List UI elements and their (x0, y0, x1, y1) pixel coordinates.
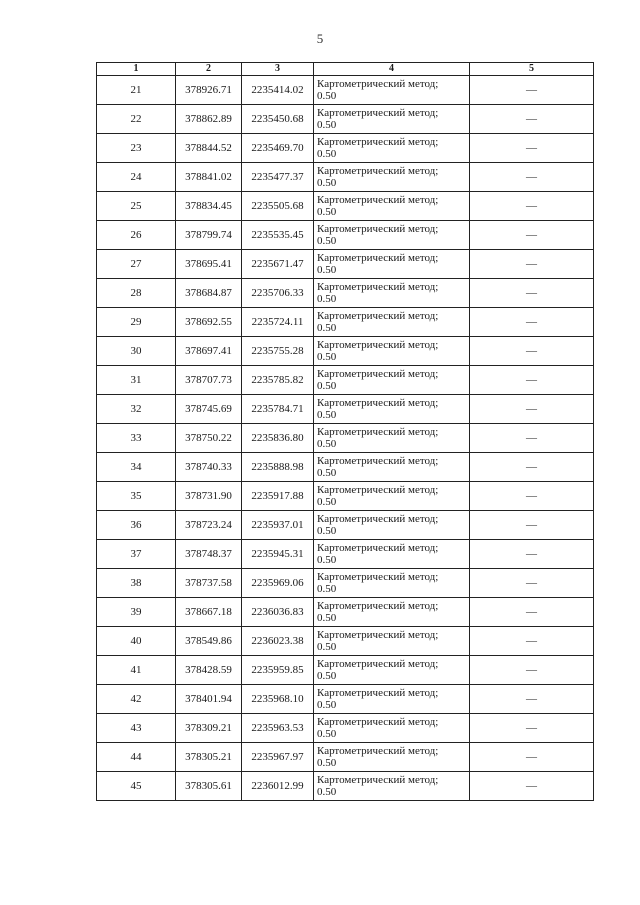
table-row (97, 221, 594, 250)
column-header-4: 4 (314, 63, 470, 76)
method-cell (314, 76, 470, 105)
method-text: Картометрический метод; (317, 194, 439, 206)
y-coordinate-cell: 2235937.01 (242, 511, 314, 540)
x-coordinate-cell: 378748.37 (176, 540, 242, 569)
note-cell: — (470, 627, 594, 656)
method-text: Картометрический метод; (317, 716, 439, 728)
method-text: Картометрический метод; (317, 339, 439, 351)
method-text: Картометрический метод; (317, 368, 439, 380)
method-text: Картометрический метод; (317, 165, 439, 177)
method-text: Картометрический метод; (317, 281, 439, 293)
y-coordinate-cell: 2235917.88 (242, 482, 314, 511)
method-cell (314, 395, 470, 424)
point-number-cell: 29 (97, 308, 176, 337)
note-cell: — (470, 772, 594, 801)
table-row (97, 279, 594, 308)
point-number-cell: 41 (97, 656, 176, 685)
table-row (97, 192, 594, 221)
y-coordinate-cell: 2235535.45 (242, 221, 314, 250)
method-text: Картометрический метод; (317, 455, 439, 467)
x-coordinate-cell: 378740.33 (176, 453, 242, 482)
point-number-cell: 22 (97, 105, 176, 134)
precision-text: 0.50 (317, 757, 337, 769)
precision-text: 0.50 (317, 206, 337, 218)
table-row (97, 76, 594, 105)
point-number-cell: 44 (97, 743, 176, 772)
y-coordinate-cell: 2235724.11 (242, 308, 314, 337)
method-text: Картометрический метод; (317, 745, 439, 757)
column-header-1: 1 (97, 63, 176, 76)
method-text: Картометрический метод; (317, 397, 439, 409)
precision-text: 0.50 (317, 554, 337, 566)
note-cell: — (470, 105, 594, 134)
table-row (97, 511, 594, 540)
precision-text: 0.50 (317, 525, 337, 537)
method-text: Картометрический метод; (317, 687, 439, 699)
note-cell: — (470, 511, 594, 540)
point-number-cell: 43 (97, 714, 176, 743)
x-coordinate-cell: 378695.41 (176, 250, 242, 279)
precision-text: 0.50 (317, 119, 337, 131)
note-cell: — (470, 163, 594, 192)
x-coordinate-cell: 378692.55 (176, 308, 242, 337)
method-cell (314, 134, 470, 163)
table-row (97, 627, 594, 656)
method-text: Картометрический метод; (317, 513, 439, 525)
note-cell: — (470, 453, 594, 482)
precision-text: 0.50 (317, 148, 337, 160)
point-number-cell: 33 (97, 424, 176, 453)
table-body (97, 76, 594, 801)
precision-text: 0.50 (317, 467, 337, 479)
note-cell: — (470, 337, 594, 366)
method-text: Картометрический метод; (317, 223, 439, 235)
note-cell: — (470, 308, 594, 337)
y-coordinate-cell: 2235888.98 (242, 453, 314, 482)
table-row (97, 685, 594, 714)
y-coordinate-cell: 2235706.33 (242, 279, 314, 308)
x-coordinate-cell: 378305.61 (176, 772, 242, 801)
x-coordinate-cell: 378428.59 (176, 656, 242, 685)
precision-text: 0.50 (317, 583, 337, 595)
precision-text: 0.50 (317, 496, 337, 508)
y-coordinate-cell: 2235469.70 (242, 134, 314, 163)
point-number-cell: 37 (97, 540, 176, 569)
method-text: Картометрический метод; (317, 310, 439, 322)
note-cell: — (470, 366, 594, 395)
table-row (97, 598, 594, 627)
method-text: Картометрический метод; (317, 774, 439, 786)
note-cell: — (470, 685, 594, 714)
precision-text: 0.50 (317, 235, 337, 247)
note-cell: — (470, 540, 594, 569)
x-coordinate-cell: 378844.52 (176, 134, 242, 163)
table-row (97, 395, 594, 424)
method-text: Картометрический метод; (317, 629, 439, 641)
method-cell (314, 714, 470, 743)
table-row (97, 714, 594, 743)
point-number-cell: 35 (97, 482, 176, 511)
table-row (97, 134, 594, 163)
method-cell (314, 366, 470, 395)
note-cell: — (470, 134, 594, 163)
y-coordinate-cell: 2236036.83 (242, 598, 314, 627)
y-coordinate-cell: 2235477.37 (242, 163, 314, 192)
precision-text: 0.50 (317, 786, 337, 798)
note-cell: — (470, 250, 594, 279)
y-coordinate-cell: 2235945.31 (242, 540, 314, 569)
point-number-cell: 27 (97, 250, 176, 279)
x-coordinate-cell: 378667.18 (176, 598, 242, 627)
point-number-cell: 42 (97, 685, 176, 714)
method-cell (314, 192, 470, 221)
y-coordinate-cell: 2235785.82 (242, 366, 314, 395)
point-number-cell: 36 (97, 511, 176, 540)
note-cell: — (470, 424, 594, 453)
method-cell (314, 511, 470, 540)
y-coordinate-cell: 2235836.80 (242, 424, 314, 453)
table-header-row (97, 63, 594, 76)
method-text: Картометрический метод; (317, 658, 439, 670)
point-number-cell: 38 (97, 569, 176, 598)
point-number-cell: 21 (97, 76, 176, 105)
table-row (97, 540, 594, 569)
method-text: Картометрический метод; (317, 252, 439, 264)
table-row (97, 337, 594, 366)
table-row (97, 743, 594, 772)
table-row (97, 453, 594, 482)
x-coordinate-cell: 378745.69 (176, 395, 242, 424)
precision-text: 0.50 (317, 90, 337, 102)
point-number-cell: 23 (97, 134, 176, 163)
precision-text: 0.50 (317, 293, 337, 305)
y-coordinate-cell: 2235967.97 (242, 743, 314, 772)
method-cell (314, 627, 470, 656)
method-text: Картометрический метод; (317, 426, 439, 438)
x-coordinate-cell: 378834.45 (176, 192, 242, 221)
method-cell (314, 598, 470, 627)
method-text: Картометрический метод; (317, 484, 439, 496)
x-coordinate-cell: 378309.21 (176, 714, 242, 743)
x-coordinate-cell: 378750.22 (176, 424, 242, 453)
y-coordinate-cell: 2235505.68 (242, 192, 314, 221)
y-coordinate-cell: 2235959.85 (242, 656, 314, 685)
y-coordinate-cell: 2235414.02 (242, 76, 314, 105)
method-cell (314, 772, 470, 801)
note-cell: — (470, 714, 594, 743)
x-coordinate-cell: 378305.21 (176, 743, 242, 772)
x-coordinate-cell: 378841.02 (176, 163, 242, 192)
table-row (97, 569, 594, 598)
point-number-cell: 32 (97, 395, 176, 424)
precision-text: 0.50 (317, 612, 337, 624)
method-text: Картометрический метод; (317, 136, 439, 148)
note-cell: — (470, 395, 594, 424)
method-cell (314, 424, 470, 453)
precision-text: 0.50 (317, 699, 337, 711)
x-coordinate-cell: 378707.73 (176, 366, 242, 395)
note-cell: — (470, 221, 594, 250)
precision-text: 0.50 (317, 264, 337, 276)
y-coordinate-cell: 2235671.47 (242, 250, 314, 279)
point-number-cell: 40 (97, 627, 176, 656)
x-coordinate-cell: 378731.90 (176, 482, 242, 511)
x-coordinate-cell: 378737.58 (176, 569, 242, 598)
table-row (97, 250, 594, 279)
x-coordinate-cell: 378926.71 (176, 76, 242, 105)
y-coordinate-cell: 2236023.38 (242, 627, 314, 656)
table-row (97, 105, 594, 134)
method-text: Картометрический метод; (317, 542, 439, 554)
method-text: Картометрический метод; (317, 78, 439, 90)
page-number: 5 (316, 31, 324, 46)
x-coordinate-cell: 378697.41 (176, 337, 242, 366)
method-cell (314, 743, 470, 772)
method-cell (314, 453, 470, 482)
method-cell (314, 163, 470, 192)
precision-text: 0.50 (317, 670, 337, 682)
precision-text: 0.50 (317, 641, 337, 653)
method-cell (314, 685, 470, 714)
method-cell (314, 656, 470, 685)
y-coordinate-cell: 2235755.28 (242, 337, 314, 366)
column-header-5: 5 (470, 63, 594, 76)
method-cell (314, 221, 470, 250)
precision-text: 0.50 (317, 177, 337, 189)
y-coordinate-cell: 2235450.68 (242, 105, 314, 134)
coordinates-table (96, 62, 594, 801)
method-cell (314, 250, 470, 279)
method-cell (314, 569, 470, 598)
point-number-cell: 26 (97, 221, 176, 250)
note-cell: — (470, 76, 594, 105)
x-coordinate-cell: 378401.94 (176, 685, 242, 714)
table-row (97, 656, 594, 685)
point-number-cell: 30 (97, 337, 176, 366)
x-coordinate-cell: 378723.24 (176, 511, 242, 540)
point-number-cell: 31 (97, 366, 176, 395)
note-cell: — (470, 482, 594, 511)
table-row (97, 424, 594, 453)
note-cell: — (470, 569, 594, 598)
table-row (97, 163, 594, 192)
table-row (97, 308, 594, 337)
y-coordinate-cell: 2235963.53 (242, 714, 314, 743)
table-row (97, 482, 594, 511)
note-cell: — (470, 656, 594, 685)
point-number-cell: 28 (97, 279, 176, 308)
point-number-cell: 25 (97, 192, 176, 221)
note-cell: — (470, 279, 594, 308)
y-coordinate-cell: 2235784.71 (242, 395, 314, 424)
precision-text: 0.50 (317, 351, 337, 363)
column-header-3: 3 (242, 63, 314, 76)
point-number-cell: 24 (97, 163, 176, 192)
point-number-cell: 34 (97, 453, 176, 482)
x-coordinate-cell: 378862.89 (176, 105, 242, 134)
table-row (97, 772, 594, 801)
precision-text: 0.50 (317, 322, 337, 334)
x-coordinate-cell: 378549.86 (176, 627, 242, 656)
point-number-cell: 39 (97, 598, 176, 627)
precision-text: 0.50 (317, 438, 337, 450)
x-coordinate-cell: 378799.74 (176, 221, 242, 250)
column-header-2: 2 (176, 63, 242, 76)
precision-text: 0.50 (317, 728, 337, 740)
method-cell (314, 308, 470, 337)
method-cell (314, 337, 470, 366)
y-coordinate-cell: 2235969.06 (242, 569, 314, 598)
method-cell (314, 105, 470, 134)
method-text: Картометрический метод; (317, 600, 439, 612)
precision-text: 0.50 (317, 380, 337, 392)
precision-text: 0.50 (317, 409, 337, 421)
note-cell: — (470, 598, 594, 627)
method-cell (314, 482, 470, 511)
note-cell: — (470, 743, 594, 772)
method-text: Картометрический метод; (317, 571, 439, 583)
note-cell: — (470, 192, 594, 221)
y-coordinate-cell: 2236012.99 (242, 772, 314, 801)
method-text: Картометрический метод; (317, 107, 439, 119)
table-row (97, 366, 594, 395)
y-coordinate-cell: 2235968.10 (242, 685, 314, 714)
x-coordinate-cell: 378684.87 (176, 279, 242, 308)
method-cell (314, 279, 470, 308)
point-number-cell: 45 (97, 772, 176, 801)
method-cell (314, 540, 470, 569)
